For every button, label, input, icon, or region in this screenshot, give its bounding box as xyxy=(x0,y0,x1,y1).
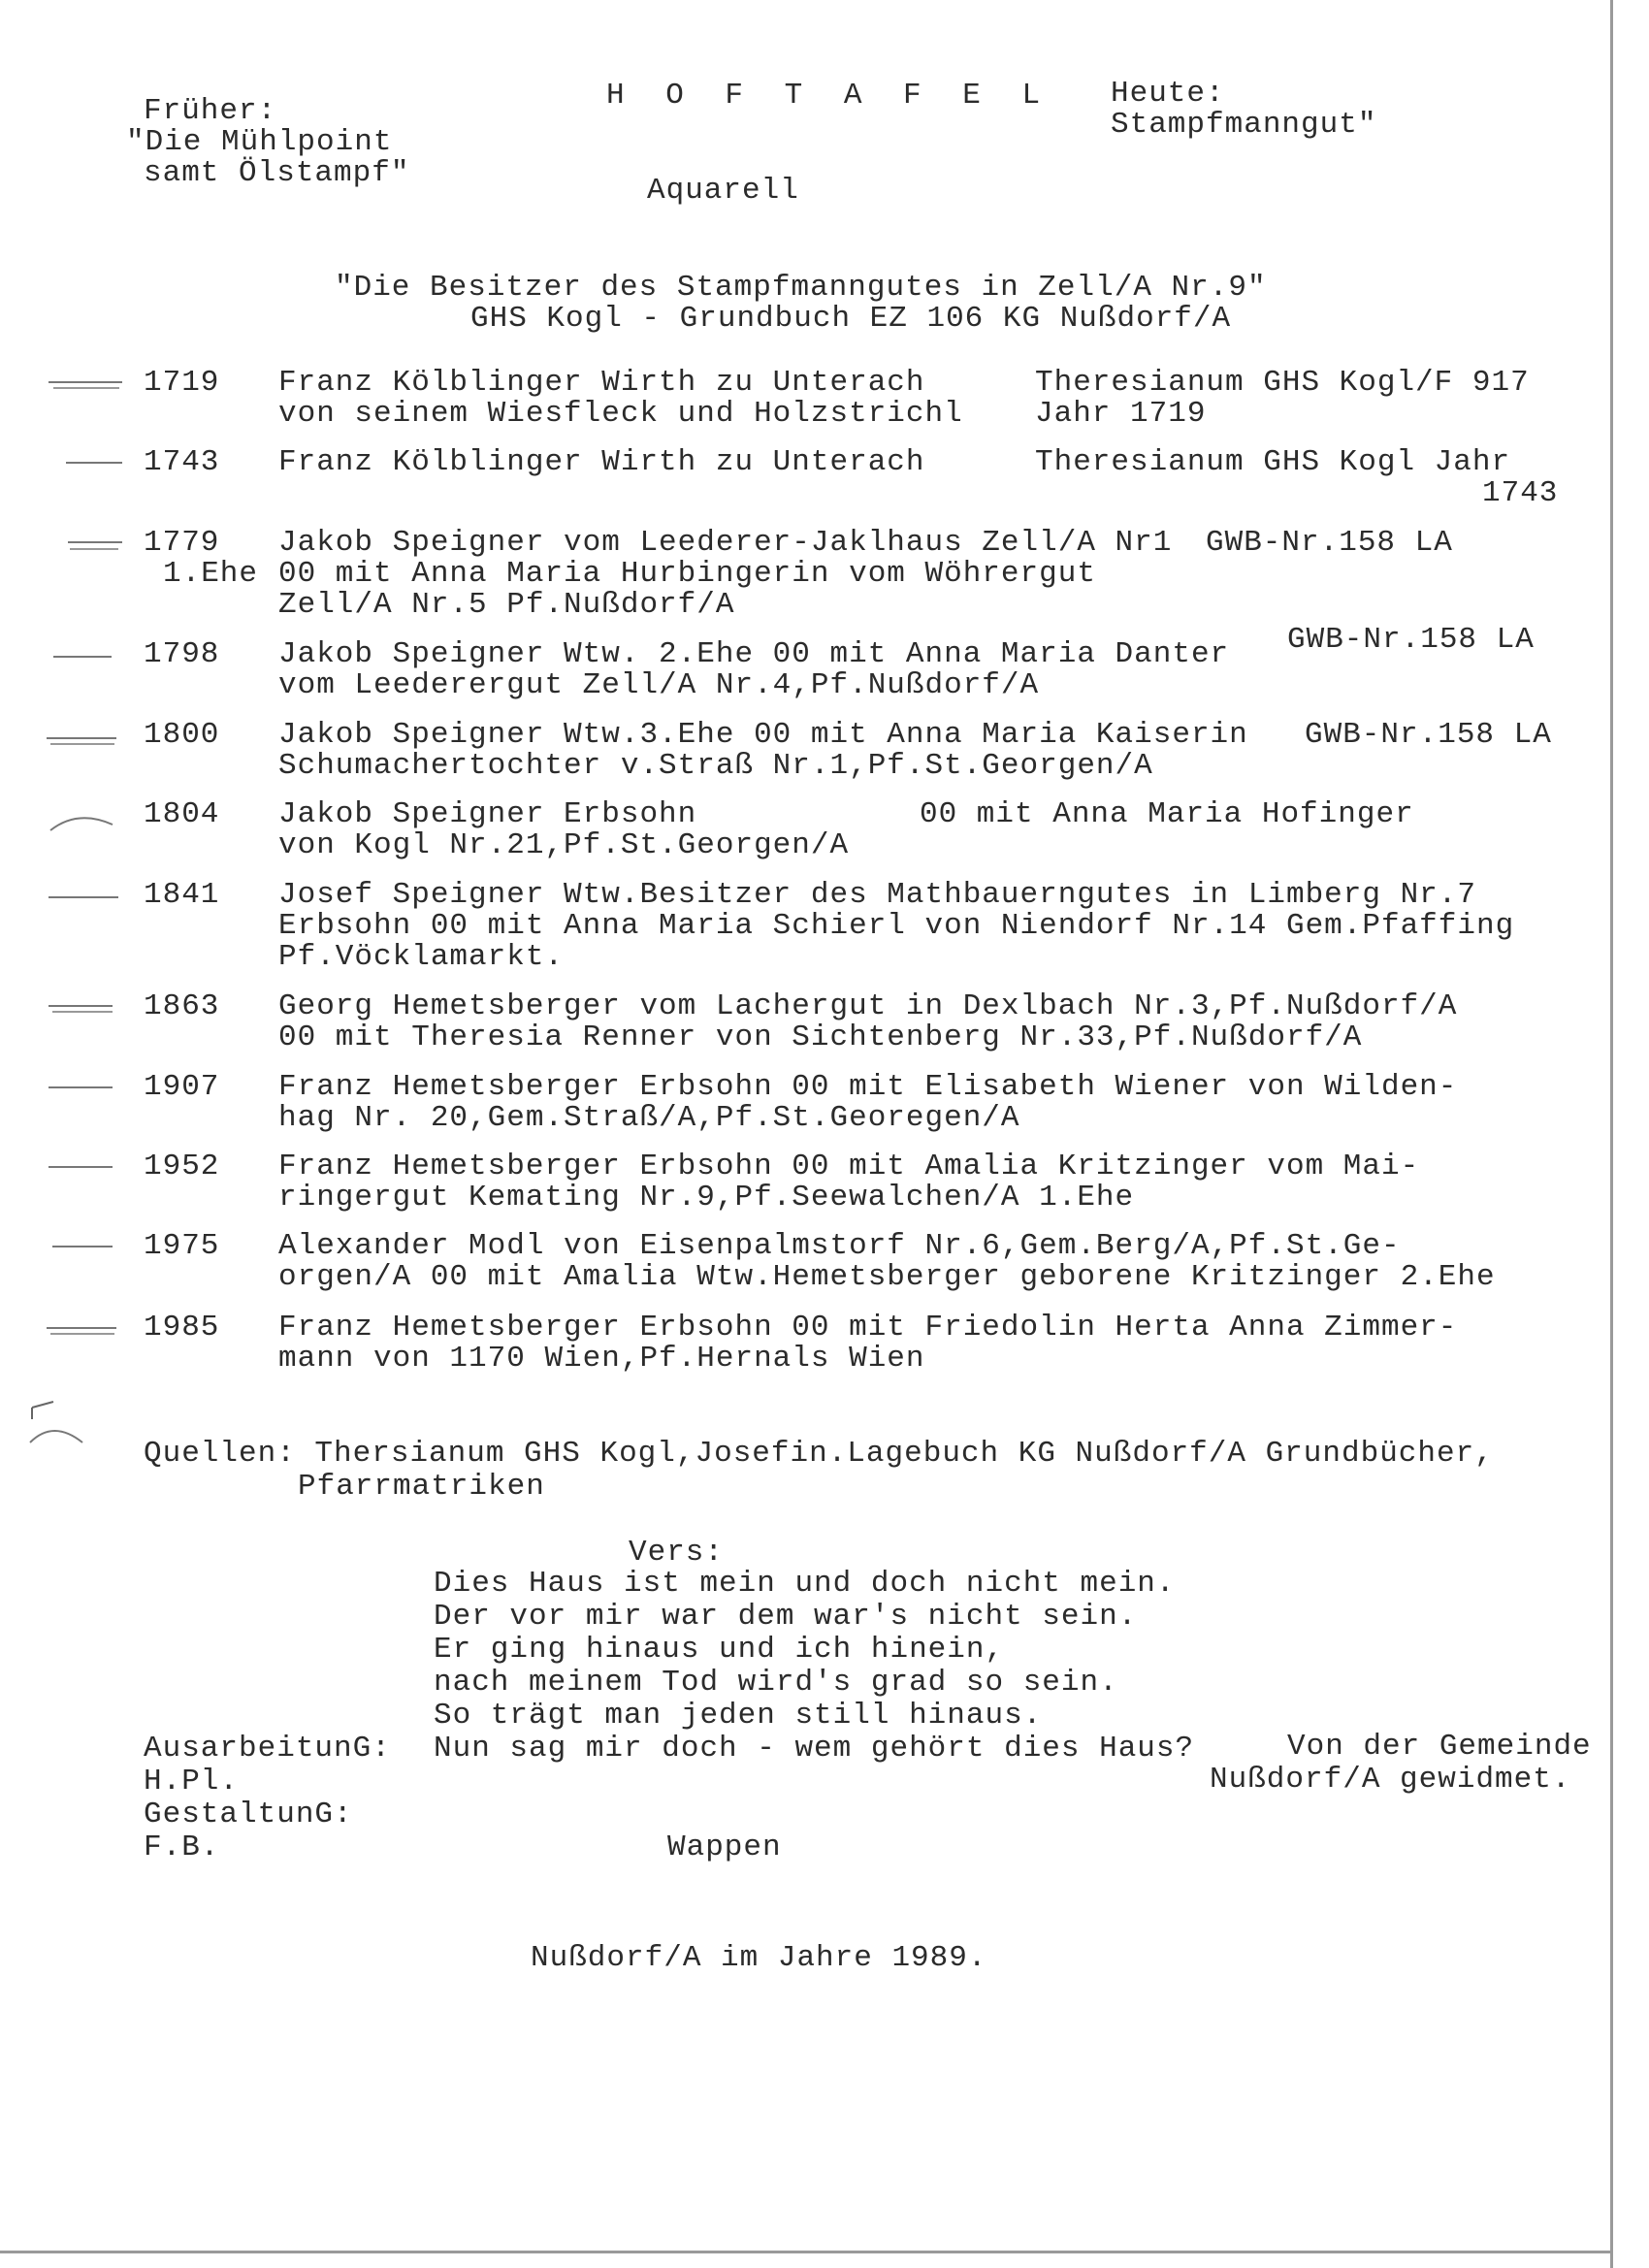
entry-year: 1985 xyxy=(144,1311,220,1345)
margin-mark xyxy=(50,1333,114,1335)
entry-year: 1743 xyxy=(144,445,220,479)
wappen-label: Wappen xyxy=(667,1831,782,1864)
entry-text: Alexander Modl von Eisenpalmstorf Nr.6,Gem.Berg/A,Pf.St.Ge- xyxy=(278,1229,1401,1263)
entry-text: Franz Hemetsberger Erbsohn 00 mit Amalia Kritzinger vom Mai- xyxy=(278,1150,1420,1183)
margin-mark xyxy=(48,1166,113,1168)
margin-mark xyxy=(52,1011,113,1013)
frueher-label: Früher: xyxy=(144,94,277,128)
entry-year: 1798 xyxy=(144,637,220,671)
entry-text: Georg Hemetsberger vom Lachergut in Dexlbach Nr.3,Pf.Nußdorf/A xyxy=(278,989,1458,1023)
margin-curve-mark xyxy=(48,807,116,836)
margin-mark xyxy=(50,743,114,745)
sources-line: Quellen: Thersianum GHS Kogl,Josefin.Lagebuch KG Nußdorf/A Grundbücher, xyxy=(144,1437,1494,1471)
entry-year: 1841 xyxy=(144,878,220,912)
verse-line: So trägt man jeden still hinaus. xyxy=(434,1699,1043,1733)
margin-mark xyxy=(47,1327,116,1329)
frueher-line-1: "Die Mühlpoint xyxy=(126,125,393,159)
margin-mark xyxy=(52,1246,113,1247)
entry-source: GWB-Nr.158 LA xyxy=(1287,623,1535,657)
entry-text: 00 mit Theresia Renner von Sichtenberg Nr.33,Pf.Nußdorf/A xyxy=(278,1021,1363,1054)
entry-text: vom Leederergut Zell/A Nr.4,Pf.Nußdorf/A xyxy=(278,668,1040,702)
entry-year: 1975 xyxy=(144,1229,220,1263)
margin-mark xyxy=(68,541,122,543)
entry-text: 00 mit Anna Maria Hurbingerin vom Wöhrergut xyxy=(278,557,1096,591)
entry-text: Franz Hemetsberger Erbsohn 00 mit Elisabeth Wiener von Wilden- xyxy=(278,1070,1458,1104)
entry-year: 1804 xyxy=(144,797,220,831)
margin-mark xyxy=(53,387,119,389)
entry-text: Jakob Speigner Wtw.3.Ehe 00 mit Anna Maria Kaiserin xyxy=(278,718,1248,752)
document-subheading: GHS Kogl - Grundbuch EZ 106 KG Nußdorf/A xyxy=(470,302,1232,336)
entry-text: ringergut Kemating Nr.9,Pf.Seewalchen/A 1.Ehe xyxy=(278,1181,1135,1215)
entry-text: Jakob Speigner Wtw. 2.Ehe 00 mit Anna Maria Danter xyxy=(278,637,1230,671)
entry-extra: 00 mit Anna Maria Hofinger xyxy=(920,797,1414,831)
entry-text: Schumachertochter v.Straß Nr.1,Pf.St.Georgen/A xyxy=(278,749,1153,783)
page-title: H O F T A F E L xyxy=(606,79,1052,113)
entry-year: 1907 xyxy=(144,1070,220,1104)
entry-source: GWB-Nr.158 LA xyxy=(1305,718,1552,752)
margin-mark xyxy=(48,1005,113,1007)
margin-mark xyxy=(66,462,122,464)
entry-text: von Kogl Nr.21,Pf.St.Georgen/A xyxy=(278,828,850,862)
entry-year: 1952 xyxy=(144,1150,220,1183)
dedication-line: Von der Gemeinde xyxy=(1287,1730,1592,1764)
entry-year: 1863 xyxy=(144,989,220,1023)
margin-mark xyxy=(48,381,122,383)
verse-line: Er ging hinaus und ich hinein, xyxy=(434,1633,1005,1667)
sources-line: Pfarrmatriken xyxy=(298,1470,545,1504)
document-heading: "Die Besitzer des Stampfmanngutes in Zell/A Nr.9" xyxy=(335,271,1267,305)
dedication-line: Nußdorf/A gewidmet. xyxy=(1210,1763,1571,1797)
gestaltung-name: F.B. xyxy=(144,1831,220,1864)
verse-line: nach meinem Tod wird's grad so sein. xyxy=(434,1666,1118,1700)
entry-text: Jakob Speigner vom Leederer-Jaklhaus Zell/A Nr1 xyxy=(278,526,1173,560)
verse-label: Vers: xyxy=(629,1536,725,1570)
entry-source: GWB-Nr.158 LA xyxy=(1206,526,1453,560)
margin-mark xyxy=(70,548,118,550)
page-edge-right xyxy=(1610,0,1613,2268)
margin-mark xyxy=(48,896,118,898)
entry-text: Franz Kölblinger Wirth zu Unterach xyxy=(278,445,925,479)
ausarbeitung-name: H.Pl. xyxy=(144,1765,240,1798)
margin-mark xyxy=(47,737,116,739)
heute-label: Heute: xyxy=(1111,77,1225,111)
entry-year: 1719 xyxy=(144,366,220,400)
entry-text: Josef Speigner Wtw.Besitzer des Mathbauerngutes in Limberg Nr.7 xyxy=(278,878,1476,912)
entry-text: Franz Hemetsberger Erbsohn 00 mit Friedolin Herta Anna Zimmer- xyxy=(278,1311,1458,1345)
entry-text: Pf.Vöcklamarkt. xyxy=(278,940,565,974)
frueher-line-2: samt Ölstampf" xyxy=(144,156,410,190)
entry-text: Erbsohn 00 mit Anna Maria Schierl von Niendorf Nr.14 Gem.Pfaffing xyxy=(278,909,1515,943)
margin-mark xyxy=(53,656,112,658)
entry-source: 1743 xyxy=(1482,476,1559,510)
entry-text: mann von 1170 Wien,Pf.Hernals Wien xyxy=(278,1342,925,1376)
entry-source: Theresianum GHS Kogl/F 917 xyxy=(1035,366,1530,400)
entry-text: orgen/A 00 mit Amalia Wtw.Hemetsberger geborene Kritzinger 2.Ehe xyxy=(278,1260,1496,1294)
gestaltung-label: GestaltunG: xyxy=(144,1798,353,1831)
entry-year: 1779 xyxy=(144,526,220,560)
entry-text: Franz Kölblinger Wirth zu Unterach xyxy=(278,366,925,400)
ausarbeitung-label: AusarbeitunG: xyxy=(144,1732,391,1766)
entry-source: Jahr 1719 xyxy=(1035,397,1207,431)
margin-curve-mark xyxy=(24,1392,102,1460)
verse-line: Der vor mir war dem war's nicht sein. xyxy=(434,1600,1138,1634)
entry-text: hag Nr. 20,Gem.Straß/A,Pf.St.Georegen/A xyxy=(278,1101,1020,1135)
verse-line: Nun sag mir doch - wem gehört dies Haus? xyxy=(434,1732,1195,1766)
heute-value: Stampfmanngut" xyxy=(1111,108,1377,142)
entry-text: von seinem Wiesfleck und Holzstrichl xyxy=(278,397,963,431)
margin-mark xyxy=(48,1086,113,1088)
entry-text: Jakob Speigner Erbsohn xyxy=(278,797,697,831)
footer-place-date: Nußdorf/A im Jahre 1989. xyxy=(531,1941,987,1975)
entry-text: Zell/A Nr.5 Pf.Nußdorf/A xyxy=(278,588,735,622)
entry-year: 1800 xyxy=(144,718,220,752)
verse-line: Dies Haus ist mein und doch nicht mein. xyxy=(434,1567,1176,1601)
entry-source: Theresianum GHS Kogl Jahr xyxy=(1035,445,1511,479)
entry-sub: 1.Ehe xyxy=(163,557,259,591)
page-edge-bottom xyxy=(0,2251,1610,2253)
page-subtitle: Aquarell xyxy=(647,174,799,208)
